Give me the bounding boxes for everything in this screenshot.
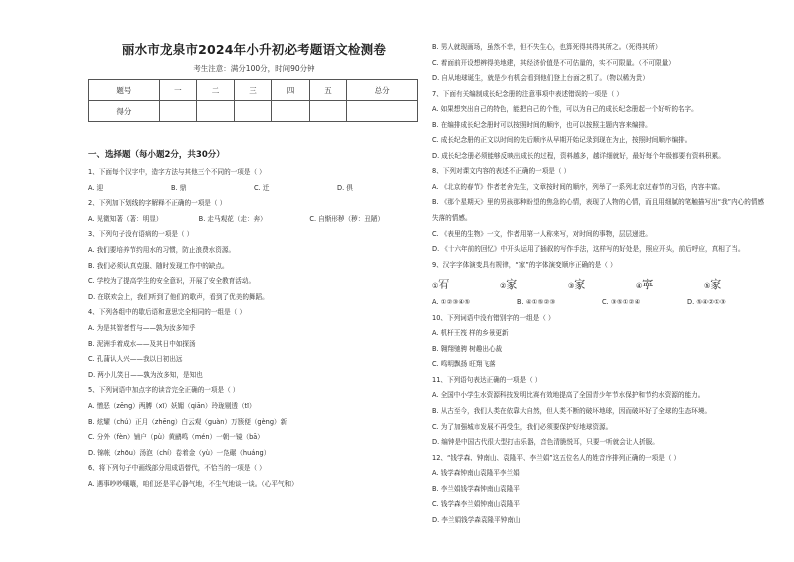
option-line: A. 为是其智者哲与——孰为汝多知乎 bbox=[88, 323, 196, 332]
glyph-item bbox=[636, 276, 704, 292]
exam-note: 考生注意：满分100分，时间90分钟 bbox=[193, 64, 315, 73]
option-line: B. 李兰娟钱学森钟南山袁隆平 bbox=[432, 484, 520, 493]
glyph-char: 家 bbox=[506, 278, 518, 292]
glyph-number: ④ bbox=[636, 282, 643, 291]
score-cell: 题号 bbox=[89, 80, 160, 101]
score-cell: 总分 bbox=[347, 80, 418, 101]
right-question-lines bbox=[432, 40, 772, 528]
question-line: 9、汉字字体演变具有规律，“家”的字体演变顺序正确的是（ ） bbox=[432, 260, 617, 269]
glyph-char: 家 bbox=[574, 278, 586, 292]
question-line: 3、下列句子没有语病的一项是（ ） bbox=[88, 230, 194, 239]
option: B. 鼎 bbox=[171, 183, 187, 192]
glyph-number: ⑤ bbox=[704, 282, 711, 291]
option-line: A. 我们要培养节约用水的习惯，防止浪费水资源。 bbox=[88, 245, 236, 254]
question-line: 6、将下列句子中画线部分用成语替代，不恰当的一项是（ ） bbox=[88, 464, 266, 473]
option: A. 迎 bbox=[88, 183, 104, 192]
score-cell-empty[interactable] bbox=[159, 101, 197, 122]
option-line: B. 炫耀（chú）正月（zhēng）白云观（guàn）万簇便（gèng）新 bbox=[88, 417, 288, 426]
option-line: C. 鸣明飘扬 旺翔飞落 bbox=[432, 360, 496, 369]
score-cell: 五 bbox=[309, 80, 347, 101]
question-line: 2、下列加下划线的字解释不正确的一项是（ ） bbox=[88, 199, 227, 208]
option: B. 走马观花（走：奔） bbox=[198, 214, 267, 223]
option-line: A. 如果想突出自己的特色，能把自己的个性，可以为自己的成长纪念册起一个好听的名字。 bbox=[432, 105, 698, 114]
question-line: 4、下列各组中的歇后语和意思完全相同的一组是（ ） bbox=[88, 308, 246, 317]
glyph-number: ① bbox=[432, 282, 439, 291]
option-line: B. 《那个星期天》里的男孩那种盼望的焦急的心情，表现了人物的心情，而且用细腻的笔触描写出“我”内心的情感 bbox=[432, 198, 765, 207]
option: C. 迁 bbox=[254, 183, 270, 192]
option-line: 失落的情感。 bbox=[432, 214, 472, 223]
score-cell-empty[interactable] bbox=[347, 101, 418, 122]
question-line: 7、下面有关编制成长纪念册的注意事项中表述错误的一项是（ ） bbox=[432, 89, 623, 98]
question-line: 11、下列语句表达正确的一项是（ ） bbox=[432, 375, 542, 384]
option: A. ①②③④⑤ bbox=[432, 298, 471, 307]
option-line: C. 学校为了提高学生的安全意识，开展了安全教育活动。 bbox=[88, 277, 256, 286]
option: C. ③⑤①②④ bbox=[602, 298, 641, 307]
option-line: B. 翱翔驰骋 树趣出心裁 bbox=[432, 344, 503, 353]
option-line: A. 遇事吵吵嚷嚷，咱们还是平心静气地，不生气地谈一谈。（心平气和） bbox=[88, 479, 298, 488]
score-cell: 二 bbox=[197, 80, 235, 101]
section-heading: 一、选择题（每小题2分，共30分） bbox=[88, 150, 225, 160]
option-line: C. 孔蒲认人兴——我以日初出远 bbox=[88, 355, 183, 364]
question-line: 5、下列词语中加点字的读音完全正确的一项是（ ） bbox=[88, 386, 240, 395]
option: C. 自惭形秽（秽：丑陋） bbox=[309, 214, 385, 223]
option: B. ④①⑤②③ bbox=[517, 298, 556, 307]
option-line: C. 着面前开设想辨得美地建，其经济价值是不可估量的，实不可限量。（不可限量） bbox=[432, 58, 675, 67]
option-line: C. 为了加强城市发展不再受生，我们必须要保护好地球资源。 bbox=[432, 422, 613, 431]
option-row bbox=[88, 212, 420, 228]
score-cell: 三 bbox=[234, 80, 272, 101]
score-cell: 一 bbox=[159, 80, 197, 101]
option-line: D. 成长纪念册必须能够反映出成长的过程，资料越多，越详细就好，最好每个年级都要有资料积累。 bbox=[432, 151, 725, 160]
option-line: D. 两小儿笑日——孰为汝多知，是知也 bbox=[88, 370, 203, 379]
option-line: B. 从古至今，我们人类在依靠大自然，但人类不断的破坏地球，因而破坏好了全球的生态环境。 bbox=[432, 407, 712, 416]
glyph-char: 𡨴 bbox=[642, 278, 654, 292]
glyph-number: ② bbox=[500, 282, 507, 291]
score-cell-empty[interactable] bbox=[234, 101, 272, 122]
glyph-item bbox=[432, 277, 500, 291]
question-line: 8、下列对课文内容的表述不正确的一项是（ ） bbox=[432, 167, 571, 176]
option-line: D. 锦帐（zhōu）汤泡（chí）卷着金（yù）一凫碾（huáng） bbox=[88, 448, 271, 457]
score-cell-empty[interactable] bbox=[309, 101, 347, 122]
exam-title: 丽水市龙泉市2024年小升初必考题语文检测卷 bbox=[121, 42, 387, 57]
question-line: 1、下面每个汉字中，造字方法与其他三个不同的一项是（ ） bbox=[88, 168, 266, 176]
option-line: D. 李兰娟钱学森袁隆平钟南山 bbox=[432, 515, 521, 524]
question-line: 12、“钱学森、钟南山、袁隆平、李兰娟”这五位名人的姓音序排列正确的一项是（ ） bbox=[432, 453, 681, 462]
left-question-lines bbox=[88, 165, 420, 492]
option-line: A. 《北京的春节》作者老舍先生，文章按时间的顺序，列举了一系列北京过春节的习俗，内容丰富。 bbox=[432, 182, 725, 191]
glyph-number: ③ bbox=[568, 282, 575, 291]
question-line: 10、下列词语中没有错别字的一组是（ ） bbox=[432, 313, 555, 322]
option-line: A. 钱学森钟南山袁隆平李兰娟 bbox=[432, 469, 520, 478]
option-line: B. 在编排成长纪念册时可以按照时间的顺序，也可以按照主题内容来编排。 bbox=[432, 120, 652, 129]
option-line: A. 憎恶（zēng）两膊（xī）妖媚（qiān）玲珑剔透（tī） bbox=[88, 401, 256, 410]
glyph-item bbox=[500, 276, 568, 292]
option-line: D. 编钟是中国古代很大型打击乐器，音色清脆悦耳，只要一听就会让人折服。 bbox=[432, 438, 659, 447]
option-line: C. 钱学森李兰娟钟南山袁隆平 bbox=[432, 500, 520, 509]
option-line: A. 机杆王筏 样的乡景更新 bbox=[432, 329, 509, 338]
option-line: D. 在联欢会上，我们听到了他们的歌声，看到了优美的舞蹈。 bbox=[88, 292, 269, 301]
option: D. 俱 bbox=[337, 183, 353, 192]
option-line: B. 我们必须认真克服、随时发现工作中的缺点。 bbox=[88, 261, 229, 270]
option-row bbox=[432, 295, 772, 311]
score-cell: 四 bbox=[272, 80, 310, 101]
glyph-char: 𠖅 bbox=[438, 278, 450, 292]
option: A. 见微知著（著：明显） bbox=[88, 214, 163, 223]
score-table bbox=[88, 79, 418, 122]
glyph-item bbox=[704, 276, 772, 292]
glyph-char: 家 bbox=[710, 278, 722, 292]
score-table-header-row bbox=[89, 80, 418, 101]
option-row bbox=[88, 181, 420, 197]
option-line: D. 《十六年前的回忆》中开头运用了插叙的写作手法，这样写的好处是，照应开头，前后呼应，真相了当。 bbox=[432, 245, 745, 254]
score-table-score-row bbox=[89, 101, 418, 122]
score-cell-empty[interactable] bbox=[272, 101, 310, 122]
option-line: B. 男人就现画场，虽然不幸，但不失生心，也算死得其得其所之。（死得其所） bbox=[432, 43, 662, 51]
score-cell-empty[interactable] bbox=[197, 101, 235, 122]
option-line: D. 自从地球诞生，就是少有机会看到他们登上台面之机了。（物以稀为贵） bbox=[432, 74, 649, 83]
option: D. ⑤④②①③ bbox=[687, 298, 726, 307]
option-line: A. 全国中小学生水资源科技发明比赛有效地提高了全国青少年节水保护和节约水资源的能力。 bbox=[432, 391, 705, 400]
glyph-item bbox=[568, 276, 636, 292]
glyph-row bbox=[432, 273, 772, 295]
option-line: C. 成长纪念册的正文以时间的先后顺序从早期开始记录到现在为止，按照时间顺序编排。 bbox=[432, 136, 692, 145]
option-line: C. 《表里的生物》一文，作者用第一人称来写，对时间的事物，层层递进。 bbox=[432, 229, 652, 238]
option-line: B. 泥洲手着成水——及其日中如探汤 bbox=[88, 339, 196, 348]
option-line: C. 分外（fèn）铺户（pù）黄鹂鸣（mén）一朝一镜（bā） bbox=[88, 433, 264, 442]
score-cell: 得分 bbox=[89, 101, 160, 122]
